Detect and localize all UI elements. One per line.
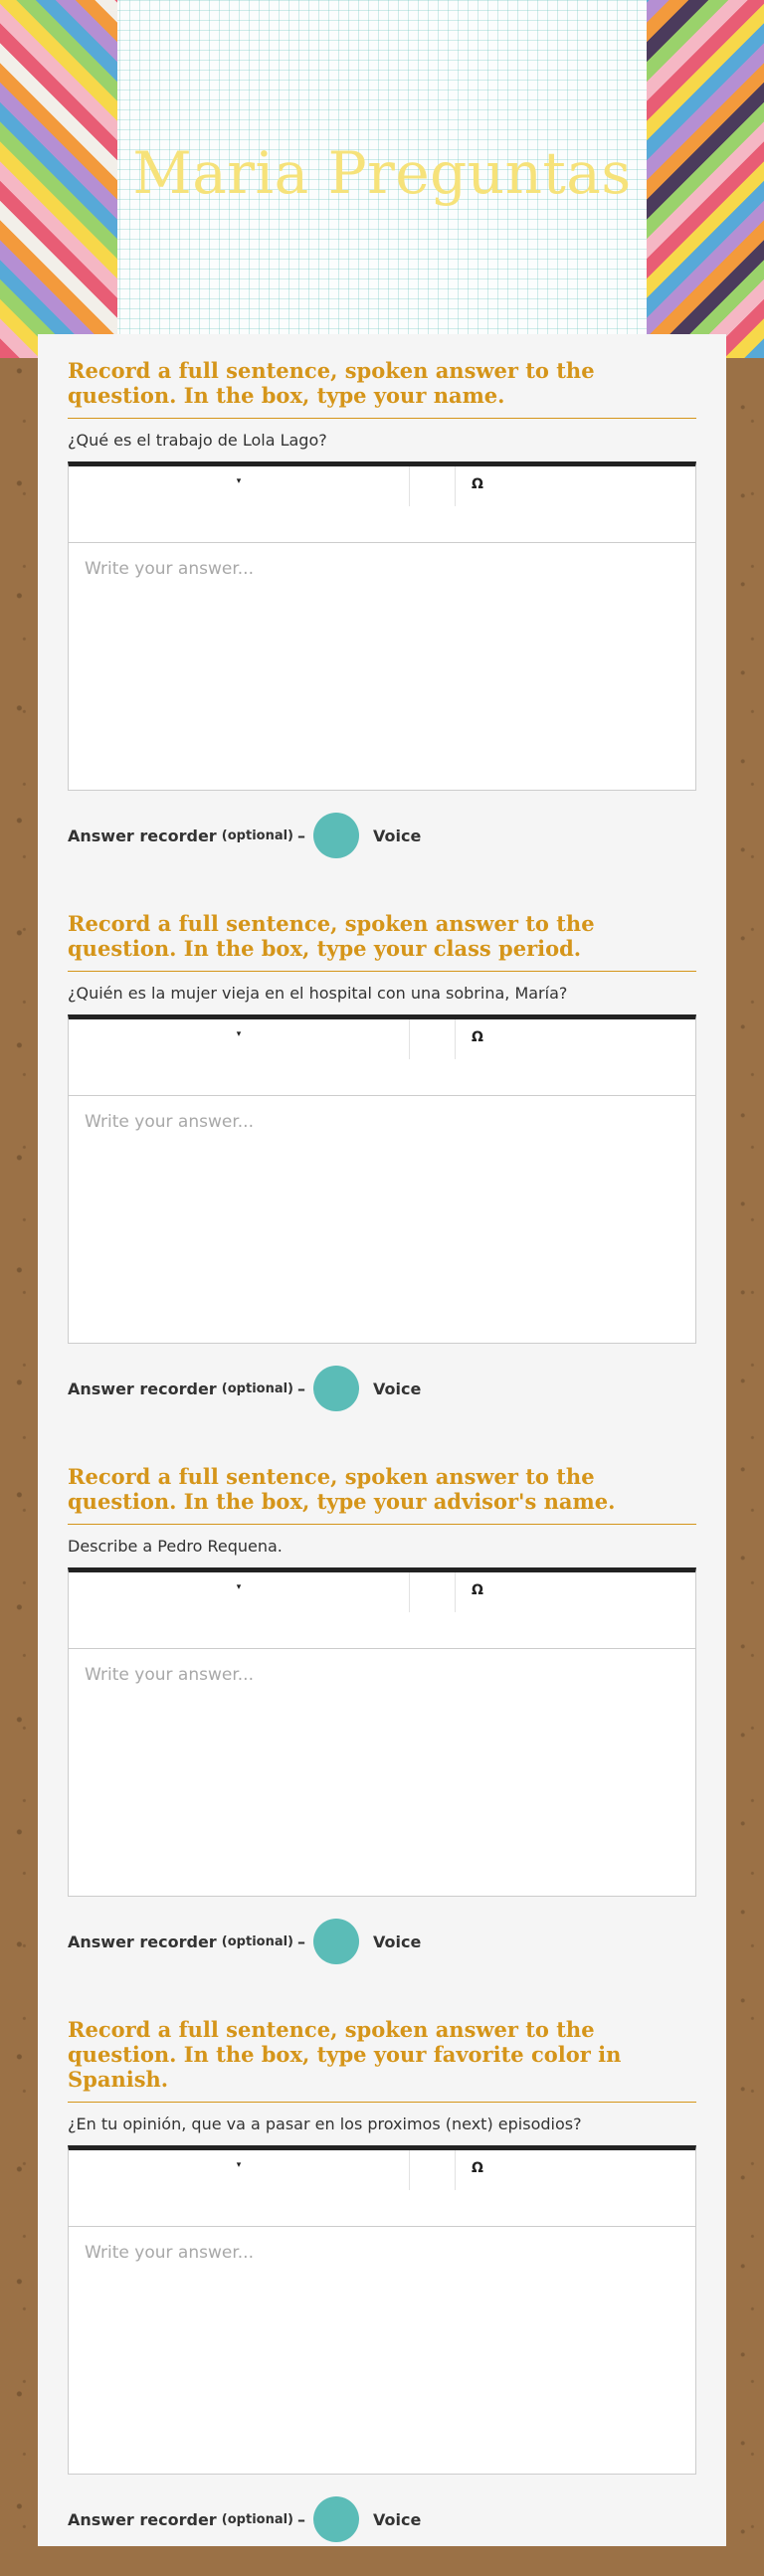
question-text: Describe a Pedro Requena. bbox=[68, 1537, 283, 1556]
recorder-optional: (optional) bbox=[221, 1933, 294, 1949]
answer-recorder bbox=[68, 2496, 696, 2542]
special-character-button[interactable]: Ω bbox=[472, 2160, 483, 2176]
question-text: ¿En tu opinión, que va a pasar en los proximos (next) episodios? bbox=[68, 2115, 582, 2133]
recorder-label: Answer recorder bbox=[68, 1379, 217, 1398]
question-block-2 bbox=[68, 911, 696, 1411]
recorder-label: Answer recorder bbox=[68, 2509, 217, 2529]
answer-textarea[interactable]: Write your answer... bbox=[85, 1665, 254, 1685]
recorder-optional: (optional) bbox=[221, 1380, 294, 1396]
question-block-1 bbox=[68, 358, 696, 858]
recorder-dash: – bbox=[297, 1932, 306, 1951]
recorder-dash: – bbox=[297, 826, 306, 845]
page-header bbox=[0, 0, 764, 358]
form-card bbox=[38, 334, 726, 2546]
question-heading: Record a full sentence, spoken answer to the question. In the box, type your favorite color in Spanish. bbox=[68, 2017, 696, 2103]
special-character-button[interactable]: Ω bbox=[472, 1029, 483, 1045]
voice-label: Voice bbox=[373, 826, 422, 845]
question-heading: Record a full sentence, spoken answer to the question. In the box, type your name. bbox=[68, 358, 696, 419]
record-voice-button[interactable] bbox=[313, 1919, 359, 1964]
question-text: ¿Qué es el trabajo de Lola Lago? bbox=[68, 431, 327, 450]
voice-label: Voice bbox=[373, 1932, 422, 1951]
recorder-optional: (optional) bbox=[221, 2511, 294, 2527]
editor-toolbar bbox=[69, 1572, 695, 1649]
editor-toolbar bbox=[69, 2150, 695, 2227]
answer-recorder bbox=[68, 1366, 696, 1411]
toolbar-spacer bbox=[410, 1019, 456, 1059]
recorder-label: Answer recorder bbox=[68, 826, 217, 845]
answer-editor bbox=[68, 1567, 696, 1897]
voice-label: Voice bbox=[373, 2509, 422, 2529]
format-dropdown[interactable] bbox=[69, 2150, 410, 2190]
voice-label: Voice bbox=[373, 1379, 422, 1398]
page-title: Maria Preguntas bbox=[132, 139, 632, 207]
answer-editor bbox=[68, 461, 696, 791]
toolbar-spacer bbox=[410, 2150, 456, 2190]
editor-toolbar bbox=[69, 466, 695, 543]
format-dropdown[interactable] bbox=[69, 1572, 410, 1612]
toolbar-spacer bbox=[410, 466, 456, 506]
recorder-dash: – bbox=[297, 1379, 306, 1398]
answer-recorder bbox=[68, 1919, 696, 1964]
question-block-4 bbox=[68, 2017, 696, 2542]
record-voice-button[interactable] bbox=[313, 813, 359, 858]
format-dropdown[interactable] bbox=[69, 1019, 410, 1059]
chevron-down-icon: ▾ bbox=[236, 476, 242, 486]
answer-textarea[interactable]: Write your answer... bbox=[85, 2243, 254, 2263]
question-text: ¿Quién es la mujer vieja en el hospital con una sobrina, María? bbox=[68, 984, 568, 1003]
format-dropdown[interactable] bbox=[69, 466, 410, 506]
toolbar-spacer bbox=[410, 1572, 456, 1612]
answer-textarea[interactable]: Write your answer... bbox=[85, 559, 254, 579]
special-character-button[interactable]: Ω bbox=[472, 476, 483, 492]
answer-recorder bbox=[68, 813, 696, 858]
answer-editor bbox=[68, 1014, 696, 1344]
special-character-button[interactable]: Ω bbox=[472, 1582, 483, 1598]
chevron-down-icon: ▾ bbox=[236, 1029, 242, 1039]
question-block-3 bbox=[68, 1464, 696, 1964]
editor-toolbar bbox=[69, 1019, 695, 1096]
recorder-dash: – bbox=[297, 2509, 306, 2529]
chevron-down-icon: ▾ bbox=[236, 2160, 242, 2170]
recorder-label: Answer recorder bbox=[68, 1932, 217, 1951]
answer-textarea[interactable]: Write your answer... bbox=[85, 1112, 254, 1132]
question-heading: Record a full sentence, spoken answer to the question. In the box, type your advisor's name. bbox=[68, 1464, 696, 1525]
decorative-chevron-left bbox=[0, 0, 117, 358]
answer-editor bbox=[68, 2145, 696, 2475]
record-voice-button[interactable] bbox=[313, 1366, 359, 1411]
recorder-optional: (optional) bbox=[221, 828, 294, 843]
chevron-down-icon: ▾ bbox=[236, 1582, 242, 1592]
question-heading: Record a full sentence, spoken answer to the question. In the box, type your class period. bbox=[68, 911, 696, 972]
decorative-chevron-right bbox=[647, 0, 764, 358]
record-voice-button[interactable] bbox=[313, 2496, 359, 2542]
